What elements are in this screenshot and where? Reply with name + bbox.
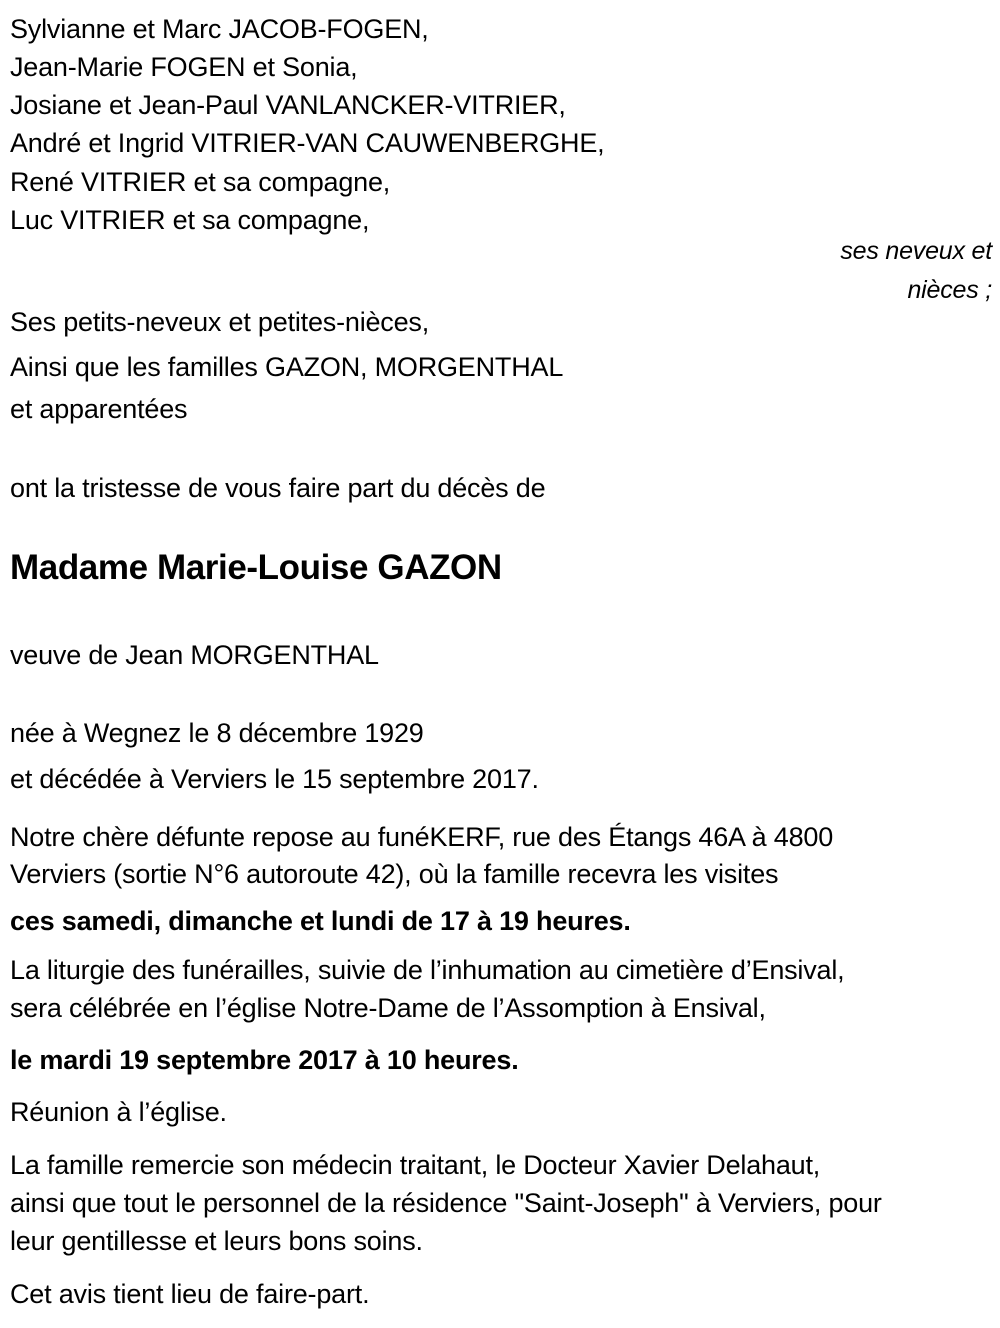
widow-of-line: veuve de Jean MORGENTHAL [10, 640, 379, 670]
announcer-list-item: André et Ingrid VITRIER-VAN CAUWENBERGHE, [10, 128, 605, 158]
funeral-gathering: Réunion à l’église. [10, 1097, 227, 1127]
funeral-line: La liturgie des funérailles, suivie de l’inhumation au cimetière d’Ensival, [10, 955, 845, 985]
announcer-list-item: Luc VITRIER et sa compagne, [10, 205, 370, 235]
announcer-list-item: Josiane et Jean-Paul VANLANCKER-VITRIER, [10, 90, 566, 120]
extended-family-item: Ainsi que les familles GAZON, MORGENTHAL [10, 352, 564, 382]
deceased-name: Madame Marie-Louise GAZON [10, 548, 502, 587]
relation-aside-line: nièces ; [907, 276, 992, 304]
birth-line: née à Wegnez le 8 décembre 1929 [10, 718, 424, 748]
announcer-list-item: René VITRIER et sa compagne, [10, 167, 391, 197]
death-line: et décédée à Verviers le 15 septembre 2017. [10, 764, 539, 794]
announcer-list-item: Jean-Marie FOGEN et Sonia, [10, 52, 358, 82]
visitation-line: Notre chère défunte repose au funéKERF, rue des Étangs 46A à 4800 [10, 822, 834, 852]
extended-family-item: et apparentées [10, 394, 188, 424]
visitation-hours: ces samedi, dimanche et lundi de 17 à 19 heures. [10, 906, 631, 936]
thanks-line: leur gentillesse et leurs bons soins. [10, 1226, 423, 1256]
closing-note: Cet avis tient lieu de faire-part. [10, 1279, 370, 1309]
funeral-line: sera célébrée en l’église Notre-Dame de l’Assomption à Ensival, [10, 993, 766, 1023]
extended-family-item: Ses petits-neveux et petites-nièces, [10, 307, 430, 337]
visitation-line: Verviers (sortie N°6 autoroute 42), où la famille recevra les visites [10, 859, 779, 889]
relation-aside [672, 232, 992, 310]
funeral-datetime: le mardi 19 septembre 2017 à 10 heures. [10, 1045, 519, 1075]
announcer-list-item: Sylvianne et Marc JACOB-FOGEN, [10, 14, 429, 44]
thanks-line: ainsi que tout le personnel de la résidence "Saint-Joseph" à Verviers, pour [10, 1188, 882, 1218]
thanks-line: La famille remercie son médecin traitant, le Docteur Xavier Delahaut, [10, 1150, 821, 1180]
relation-aside-line: ses neveux et [840, 237, 992, 265]
announcement-intro: ont la tristesse de vous faire part du décès de [10, 473, 546, 503]
